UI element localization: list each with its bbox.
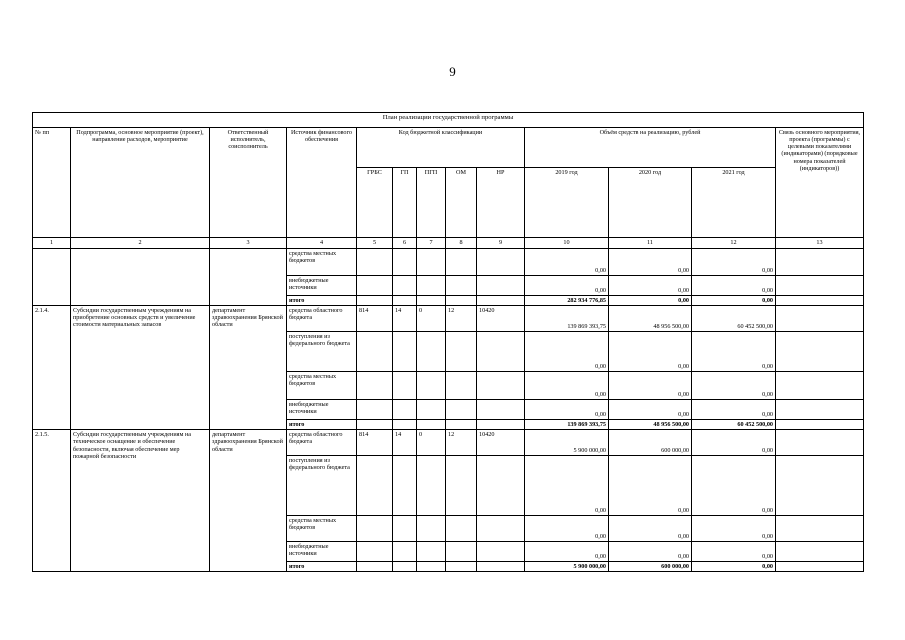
source-cell: средства местных бюджетов [287,249,357,276]
value-2021: 0,00 [692,456,776,516]
header-budget-code: Код бюджетной классификации [357,128,525,168]
value-2020: 48 956 500,00 [609,420,692,430]
code-pgp: 0 [417,306,446,332]
table-row [33,306,864,332]
col-number: 4 [287,238,357,249]
header-grbs: ГРБС [357,168,393,238]
value-2020: 0,00 [609,276,692,296]
value-2020: 0,00 [609,456,692,516]
value-2021: 0,00 [692,400,776,420]
col-number: 6 [393,238,417,249]
col-number: 13 [776,238,864,249]
col-number: 7 [417,238,446,249]
table-row [33,249,864,276]
header-2019: 2019 год [525,168,609,238]
item-number: 2.1.4. [33,306,71,430]
source-cell: внебюджетные источники [287,542,357,562]
header-link: Связь основного мероприятия, проекта (программы) с целевыми показателями (индикаторами) (порядковые номера показателей (индикаторов)) [776,128,864,238]
header-om: ОМ [446,168,477,238]
header-volume: Объём средств на реализацию, рублей [525,128,776,168]
col-number: 8 [446,238,477,249]
header-executor: Ответственный исполнитель, соисполнитель [210,128,287,238]
header-source: Источник финансового обеспечения [287,128,357,238]
value-2021: 60 452 500,00 [692,420,776,430]
code-np: 10420 [477,430,525,456]
value-2019: 0,00 [525,516,609,542]
item-name: Субсидии государственным учреждениям на техническое оснащение и обеспечение безопасности, включая обеспечение мер пожарной безопасности [71,430,210,572]
value-2021: 0,00 [692,542,776,562]
value-2019: 0,00 [525,249,609,276]
header-pgp: ПГП [417,168,446,238]
value-2021: 0,00 [692,296,776,306]
item-executor: департамент здравоохранения Брянской области [210,430,287,572]
value-2020: 0,00 [609,400,692,420]
item-name: Субсидии государственным учреждениям на приобретение основных средств и увеличение стоимости материальных запасов [71,306,210,430]
source-cell: итого [287,296,357,306]
value-2020: 0,00 [609,372,692,400]
source-cell: итого [287,420,357,430]
code-gp: 14 [393,306,417,332]
value-2020: 0,00 [609,542,692,562]
value-2021: 0,00 [692,562,776,572]
value-2020: 600 000,00 [609,562,692,572]
value-2021: 0,00 [692,372,776,400]
source-cell: поступления из федерального бюджета [287,456,357,516]
col-number: 12 [692,238,776,249]
plan-table [32,112,864,572]
header-gp: ГП [393,168,417,238]
value-2020: 0,00 [609,249,692,276]
page-number: 9 [449,64,456,79]
value-2019: 0,00 [525,276,609,296]
value-2020: 0,00 [609,516,692,542]
value-2019: 0,00 [525,456,609,516]
value-2020: 48 956 500,00 [609,306,692,332]
source-cell: средства областного бюджета [287,306,357,332]
table-title: План реализации государственной программы [33,113,864,128]
value-2019: 0,00 [525,332,609,372]
code-pgp: 0 [417,430,446,456]
column-number-row [33,238,864,249]
code-gp: 14 [393,430,417,456]
item-number: 2.1.5. [33,430,71,572]
value-2021: 0,00 [692,430,776,456]
code-grbs: 814 [357,306,393,332]
col-number: 2 [71,238,210,249]
source-cell: средства местных бюджетов [287,516,357,542]
value-2019: 0,00 [525,372,609,400]
value-2021: 0,00 [692,276,776,296]
value-2021: 0,00 [692,332,776,372]
value-2019: 5 900 000,00 [525,430,609,456]
header-subprogram: Подпрограмма, основное мероприятие (проект), направление расходов, мероприятие [71,128,210,238]
value-2019: 0,00 [525,400,609,420]
header-2020: 2020 год [609,168,692,238]
header-row [33,128,864,168]
source-cell: внебюджетные источники [287,276,357,296]
col-number: 11 [609,238,692,249]
header-np: НР [477,168,525,238]
col-number: 1 [33,238,71,249]
title-row [33,113,864,128]
value-2019: 282 934 776,85 [525,296,609,306]
source-cell: итого [287,562,357,572]
code-np: 10420 [477,306,525,332]
value-2019: 139 869 393,75 [525,306,609,332]
value-2021: 0,00 [692,249,776,276]
value-2020: 0,00 [609,296,692,306]
col-number: 3 [210,238,287,249]
source-cell: поступления из федерального бюджета [287,332,357,372]
col-number: 9 [477,238,525,249]
value-2019: 0,00 [525,542,609,562]
source-cell: внебюджетные источники [287,400,357,420]
value-2020: 600 000,00 [609,430,692,456]
item-executor: департамент здравоохранения Брянской области [210,306,287,430]
table-row [33,430,864,456]
value-2019: 139 869 393,75 [525,420,609,430]
source-cell: средства областного бюджета [287,430,357,456]
code-om: 12 [446,306,477,332]
value-2019: 5 900 000,00 [525,562,609,572]
code-grbs: 814 [357,430,393,456]
col-number: 10 [525,238,609,249]
value-2021: 0,00 [692,516,776,542]
code-om: 12 [446,430,477,456]
header-2021: 2021 год [692,168,776,238]
header-num: № пп [33,128,71,238]
col-number: 5 [357,238,393,249]
value-2021: 60 452 500,00 [692,306,776,332]
source-cell: средства местных бюджетов [287,372,357,400]
value-2020: 0,00 [609,332,692,372]
